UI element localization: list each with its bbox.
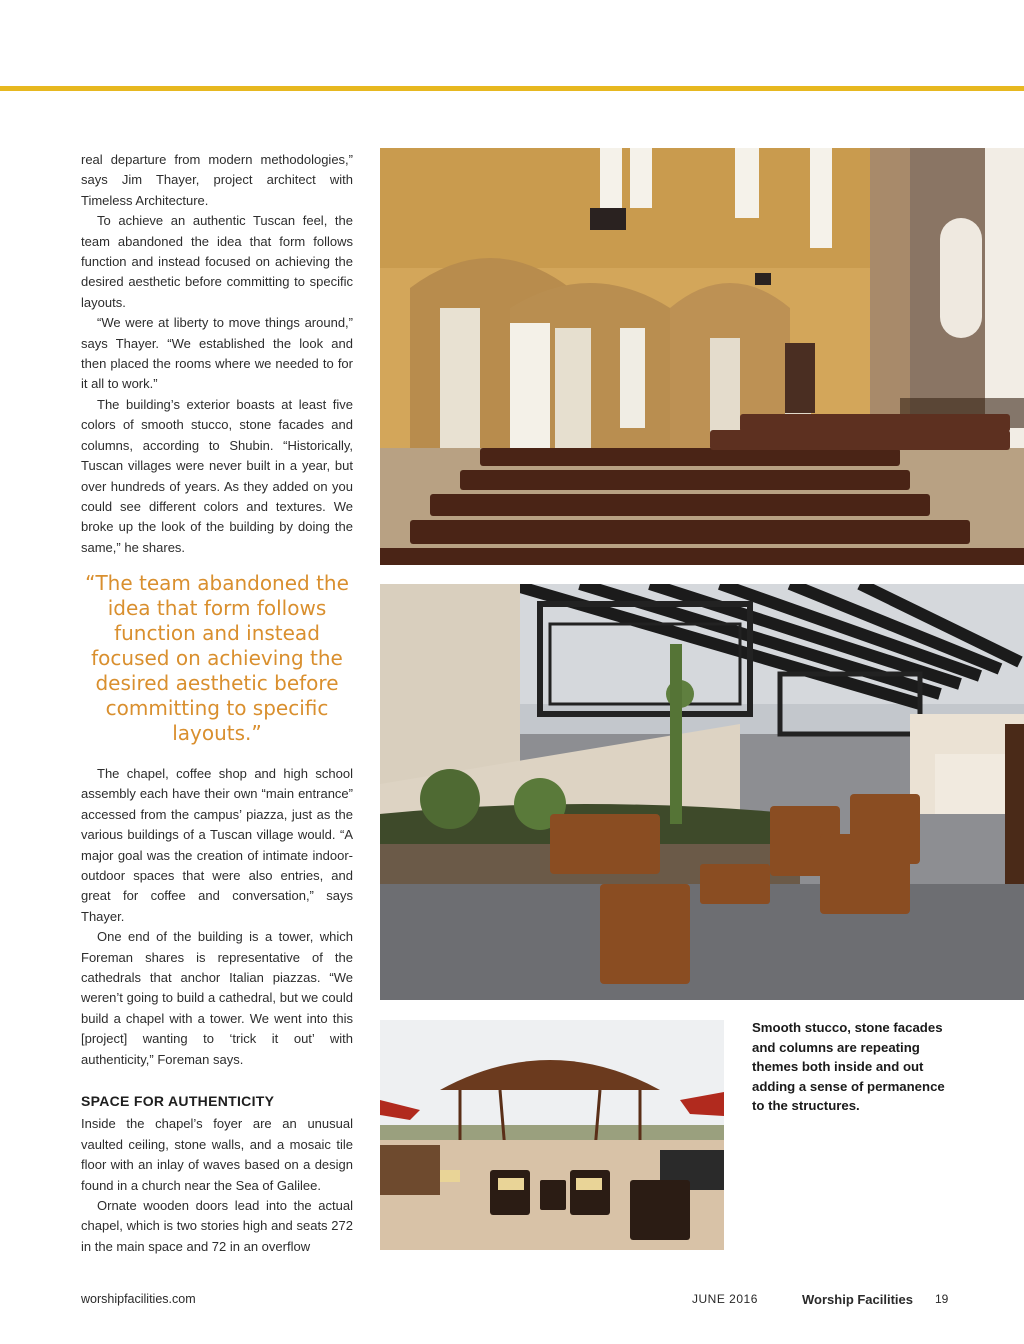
paragraph: To achieve an authentic Tuscan feel, the team abandoned the idea that form follows function and instead focused on achieving the desired aesthetic before committing to specific layouts. <box>81 213 353 310</box>
article-column-middle <box>81 764 353 1070</box>
photo-caption: Smooth stucco, stone facades and columns are repeating themes both inside and out adding a sense of permanence to the structures. <box>752 1020 945 1113</box>
page-number: 19 <box>935 1292 949 1306</box>
paragraph: One end of the building is a tower, which Foreman shares is representative of the cathedrals that anchor Italian piazzas. “We weren’t going to build a cathedral, but we could build a chapel with a tower. We went into this [project] wanting to ‘trick it out’ with authenticity,” Foreman says. <box>81 929 353 1067</box>
chapel-interior-photo <box>380 148 1024 565</box>
article-column-top <box>81 150 353 558</box>
paragraph: The building’s exterior boasts at least five colors of smooth stucco, stone facades and columns, according to Shubin. “Historically, Tuscan villages were never built in a year, but over hundreds of years. As they added on you could see different colors and textures. We broke up the look of the building by doing the same,” he shares. <box>81 396 353 555</box>
paragraph: “We were at liberty to move things around,” says Thayer. “We established the look and then placed the rooms where we needed to for it all to work.” <box>81 315 353 392</box>
section-subhead: SPACE FOR AUTHENTICITY <box>81 1093 275 1109</box>
terrace-gazebo-photo <box>380 1020 724 1250</box>
footer-website: worshipfacilities.com <box>81 1292 196 1306</box>
footer-magazine-title: Worship Facilities <box>802 1292 914 1307</box>
paragraph: The chapel, coffee shop and high school assembly each have their own “main entrance” accessed from the campus’ piazza, just as the various buildings of a Tuscan village would. “A major goal was the creation of intimate indoor-outdoor spaces that were also entries, and great for coffee and conversation,” says Thayer. <box>81 766 353 924</box>
paragraph: Ornate wooden doors lead into the actual chapel, which is two stories high and seats 272 in the main space and 72 in an overflow <box>81 1198 353 1254</box>
footer-issue-date: JUNE 2016 <box>692 1292 758 1306</box>
paragraph: real departure from modern methodologies,” says Jim Thayer, project architect with Timeless Architecture. <box>81 152 353 208</box>
header-rule <box>0 86 1024 91</box>
pergola-patio-photo <box>380 584 1024 1000</box>
pull-quote: “The team abandoned the idea that form follows function and instead focused on achieving the desired aesthetic before committing to specific layouts.” <box>85 571 349 745</box>
article-column-bottom <box>81 1091 353 1257</box>
paragraph: Inside the chapel’s foyer are an unusual vaulted ceiling, stone walls, and a mosaic tile floor with an inlay of waves based on a design found in a church near the Sea of Galilee. <box>81 1116 353 1193</box>
